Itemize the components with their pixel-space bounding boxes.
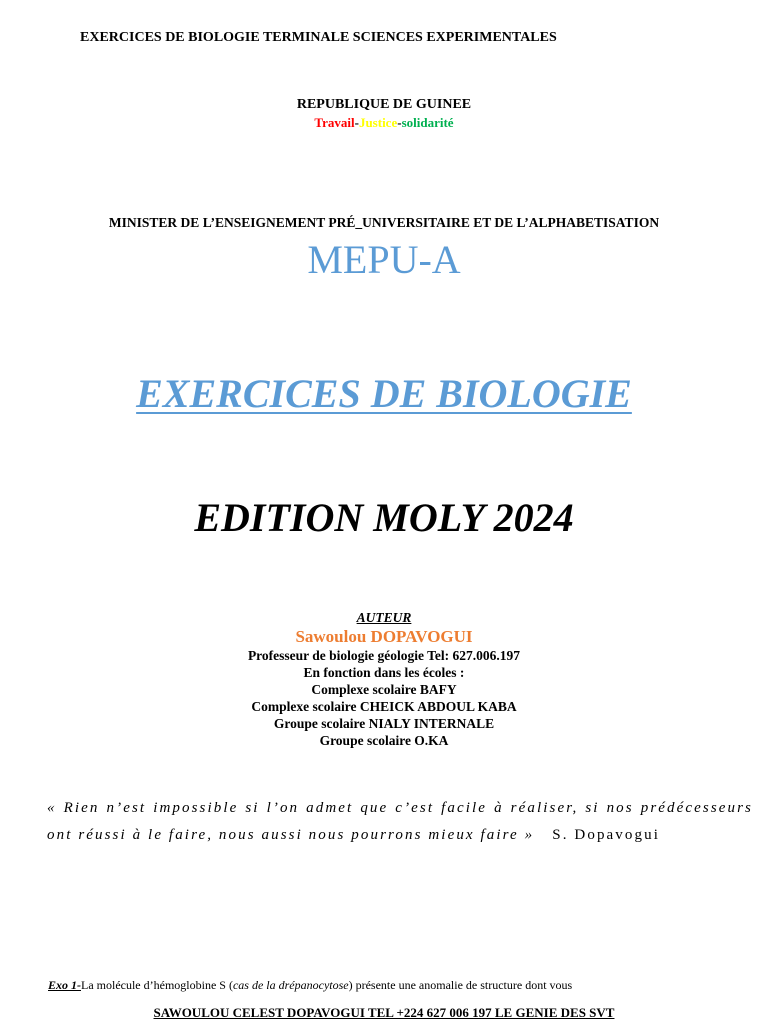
motto-justice: Justice — [358, 115, 398, 130]
edition-title: EDITION MOLY 2024 — [194, 495, 574, 540]
exercise-line — [48, 978, 572, 993]
school-item: Groupe scolaire NIALY INTERNALE — [273, 716, 495, 731]
quote-text: « Rien n’est impossible si l’on admet que c’est facile à réaliser, si nos prédécesseurs ont réussi à le faire, nous aussi nous pourrons mieux faire » — [47, 800, 753, 843]
author-name: Sawoulou DOPAVOGUI — [295, 627, 473, 646]
main-title: EXERCICES DE BIOLOGIE — [136, 371, 632, 416]
motto-separator: - — [354, 115, 359, 130]
page-footer: SAWOULOU CELEST DOPAVOGUI TEL +224 627 006 197 LE GENIE DES SVT — [153, 1005, 615, 1020]
motto-solidarite: solidarité — [401, 115, 454, 130]
author-block — [0, 609, 768, 749]
exercise-text: La molécule d’hémoglobine S ( — [81, 978, 233, 992]
national-motto — [0, 115, 768, 131]
school-item: Complexe scolaire CHEICK ABDOUL KABA — [251, 699, 517, 714]
author-label: AUTEUR — [356, 610, 412, 625]
school-item: Groupe scolaire O.KA — [319, 733, 449, 748]
republic-name: REPUBLIQUE DE GUINEE — [296, 97, 472, 112]
document-top-title: EXERCICES DE BIOLOGIE TERMINALE SCIENCES EXPERIMENTALES — [80, 30, 557, 45]
schools-label: En fonction dans les écoles : — [303, 665, 465, 680]
quote-block — [47, 795, 753, 848]
ministry-acronym: MEPU-A — [307, 237, 461, 282]
motto-travail: Travail — [314, 115, 355, 130]
exercise-label: Exo 1- — [48, 978, 81, 992]
exercise-italic: cas de la drépanocytose — [232, 978, 349, 992]
exercise-text-end: ) présente une anomalie de structure dont vous — [348, 978, 573, 992]
motto-separator: - — [397, 115, 402, 130]
ministry-name: MINISTER DE L’ENSEIGNEMENT PRÉ_UNIVERSITAIRE ET DE L’ALPHABETISATION — [108, 215, 660, 230]
quote-signature: S. Dopavogui — [552, 826, 660, 843]
school-item: Complexe scolaire BAFY — [311, 682, 457, 697]
author-title-line: Professeur de biologie géologie Tel: 627.006.197 — [247, 648, 521, 663]
